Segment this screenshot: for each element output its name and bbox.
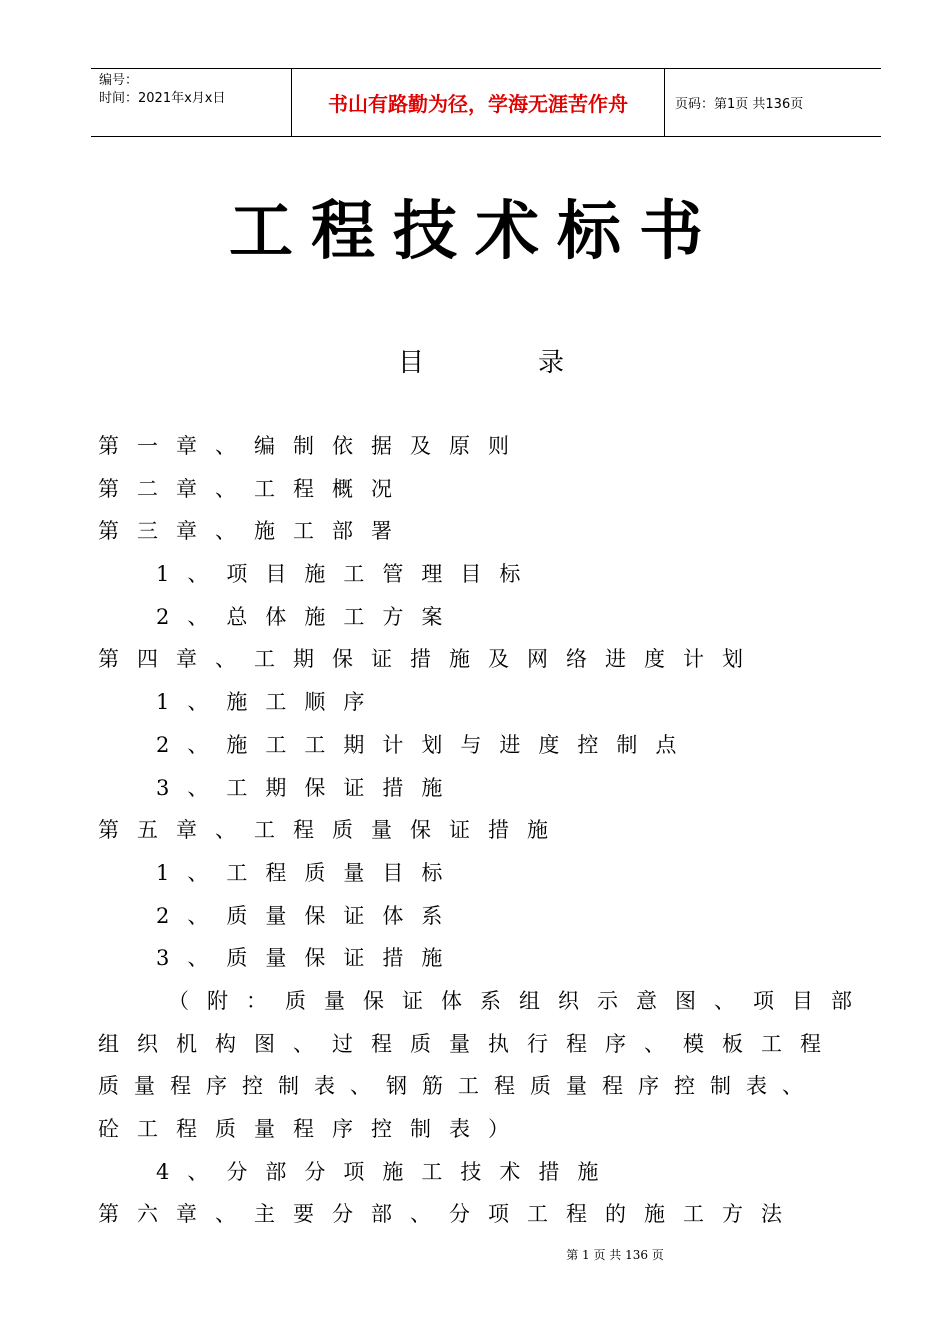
toc-section: 2、施工工期计划与进度控制点 — [156, 732, 695, 757]
toc-heading — [0, 342, 950, 382]
toc-heading-right: 录 — [538, 348, 565, 378]
toc-chapter: 第五章、工程质量保证措施 — [98, 818, 566, 843]
toc-note: （附：质量保证体系组织示意图、项目部 — [168, 988, 870, 1013]
table-of-contents — [98, 425, 898, 1236]
toc-note: 组织机构图、过程质量执行程序、模板工程 — [98, 1031, 839, 1056]
toc-chapter: 第六章、主要分部、分项工程的施工方法 — [98, 1202, 800, 1227]
time-label: 时间：2021年x月x日 — [99, 91, 226, 106]
header-page-info: 页码：第1页 共136页 — [675, 97, 804, 112]
toc-section: 1、施工顺序 — [156, 690, 383, 715]
toc-chapter: 第四章、工期保证措施及网络进度计划 — [98, 647, 761, 672]
toc-section: 4、分部分项施工技术措施 — [156, 1159, 617, 1184]
toc-section: 2、总体施工方案 — [156, 604, 461, 629]
header-meta — [91, 69, 292, 136]
header-motto: 书山有路勤为径，学海无涯苦作舟 — [292, 69, 665, 136]
toc-section: 2、质量保证体系 — [156, 903, 461, 928]
toc-section: 3、质量保证措施 — [156, 946, 461, 971]
toc-chapter: 第三章、施工部署 — [98, 519, 410, 544]
number-label: 编号： — [99, 73, 139, 88]
toc-section: 1、项目施工管理目标 — [156, 562, 539, 587]
toc-section: 3、工期保证措施 — [156, 775, 461, 800]
toc-section: 1、工程质量目标 — [156, 860, 461, 885]
page-footer: 第 1 页 共 136 页 — [566, 1248, 664, 1262]
page-header — [91, 68, 881, 137]
document-title: 工程技术标书 — [229, 195, 721, 269]
toc-heading-left: 目 — [398, 348, 425, 378]
toc-note: 质量程序控制表、钢筋工程质量程序控制表、 — [98, 1074, 818, 1099]
toc-chapter: 第二章、工程概况 — [98, 476, 410, 501]
toc-chapter: 第一章、编制依据及原则 — [98, 434, 527, 458]
toc-note: 砼工程质量程序控制表） — [98, 1117, 527, 1141]
